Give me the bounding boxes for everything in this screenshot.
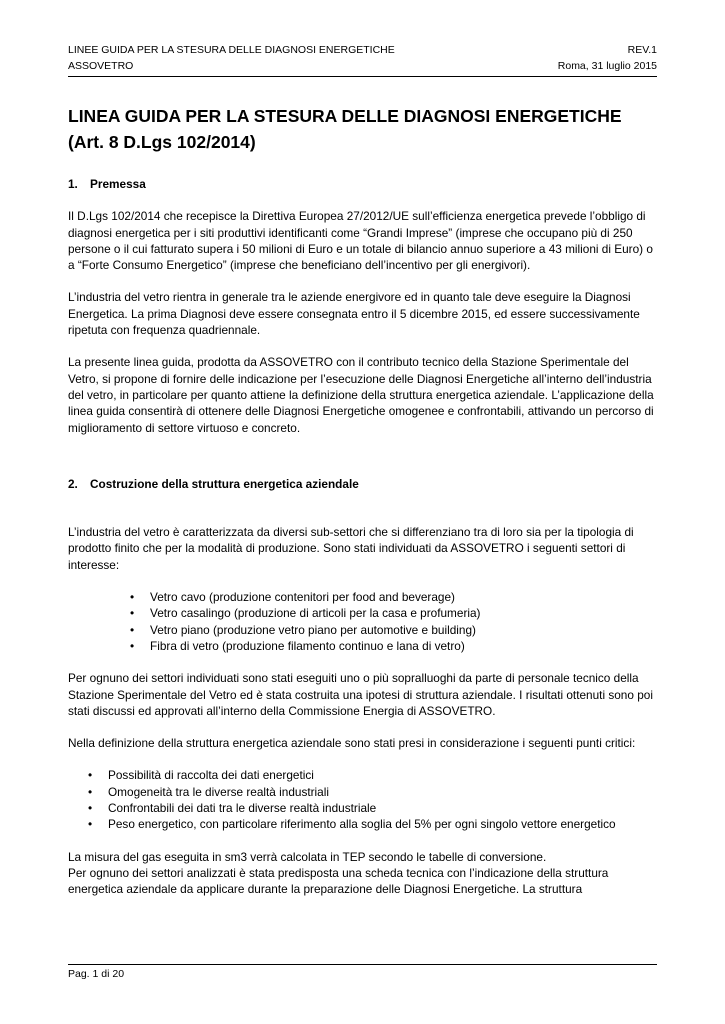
bullet-icon: • — [130, 638, 135, 653]
paragraph: Per ognuno dei settori analizzati è stata predisposta una scheda tecnica con l’indicazione della struttura energetica aziendale da applicare durante la preparazione delle Diagnosi Energetiche. La struttura — [68, 865, 609, 897]
bullet-icon: • — [88, 817, 93, 832]
section-title: Premessa — [90, 177, 146, 191]
header-date: Roma, 31 luglio 2015 — [557, 60, 657, 72]
bullet-icon: • — [130, 606, 135, 621]
bullet-icon: • — [88, 768, 93, 783]
list-item: • Peso energetico, con particolare riferimento alla soglia del 5% per ogni singolo vettore energetico — [88, 817, 616, 832]
header-divider — [68, 76, 657, 77]
header-document-title: LINEE GUIDA PER LA STESURA DELLE DIAGNOSI ENERGETICHE — [68, 44, 395, 56]
list-item: • Vetro piano (produzione vetro piano per automotive e building) — [130, 622, 476, 637]
list-item: • Vetro casalingo (produzione di articoli per la casa e profumeria) — [130, 606, 481, 621]
list-item: • Fibra di vetro (produzione filamento continuo e lana di vetro) — [130, 638, 465, 653]
bullet-icon: • — [88, 801, 93, 816]
section-1-heading — [68, 176, 658, 192]
paragraph: L’industria del vetro rientra in generale tra le aziende energivore ed in quanto tale deve eseguire la Diagnosi Energetica. La prima Diagnosi deve essere consegnata entro il 5 dicembre 2015, ed essere successivamente ripetuta con frequenza quadriennale. — [68, 290, 640, 338]
document-body — [68, 176, 658, 898]
paragraph: La misura del gas eseguita in sm3 verrà calcolata in TEP secondo le tabelle di conversione. — [68, 849, 547, 864]
sector-list — [130, 589, 658, 654]
bullet-icon: • — [130, 622, 135, 637]
paragraph: La presente linea guida, prodotta da ASSOVETRO con il contributo tecnico della Stazione Sperimentale del Vetro, si propone di fornire delle indicazione per l’esecuzione delle Diagnosi Energetiche all’interno dell’industria del vetro, in particolare per quanto attiene la definizione della struttura energetica aziendale. L’applicazione della linea guida consentirà di ottenere delle Diagnosi Energetiche omogenee e confrontabili, attivando un percorso di miglioramento di settore virtuoso e concreto. — [68, 355, 654, 435]
page-number: Pag. 1 di 20 — [68, 968, 125, 980]
list-item: • Confrontabili dei dati tra le diverse realtà industriale — [88, 801, 377, 816]
section-title: Costruzione della struttura energetica aziendale — [90, 476, 359, 491]
header-organization: ASSOVETRO — [68, 60, 134, 72]
paragraph: Nella definizione della struttura energetica aziendale sono stati presi in considerazione i seguenti punti critici: — [68, 736, 636, 751]
page-header — [68, 42, 657, 74]
list-item: • Vetro cavo (produzione contenitori per food and beverage) — [130, 590, 455, 605]
bullet-icon: • — [130, 590, 135, 605]
paragraph: L’industria del vetro è caratterizzata da diversi sub-settori che si differenziano tra di loro sia per la tipologia di prodotto finito che per la modalità di produzione. Sono stati individuati da ASSOVETRO i seguenti settori di interesse: — [68, 525, 634, 572]
document-title: LINEA GUIDA PER LA STESURA DELLE DIAGNOSI ENERGETICHE (Art. 8 D.Lgs 102/2014) — [68, 106, 622, 152]
paragraph: Per ognuno dei settori individuati sono stati eseguiti uno o più sopralluoghi da parte di personale tecnico della Stazione Sperimentale del Vetro ed è stata costruita una ipotesi di struttura aziendale. I risultati ottenuti sono poi stati discussi ed approvati all’interno della Commissione Energia di ASSOVETRO. — [68, 671, 653, 718]
list-item: • Possibilità di raccolta dei dati energetici — [88, 768, 314, 783]
section-number: 1. — [68, 177, 78, 191]
list-item: • Omogeneità tra le diverse realtà industriali — [88, 784, 329, 799]
bullet-icon: • — [88, 784, 93, 799]
paragraph: Il D.Lgs 102/2014 che recepisce la Direttiva Europea 27/2012/UE sull’efficienza energetica prevede l’obbligo di diagnosi energetica per i siti produttivi identificanti come “Grandi Imprese” (imprese che occupano più di 250 persone o il cui fatturato supera i 50 milioni di Euro e un totale di bilancio annuo superiore a 43 milioni di Euro) o a “Forte Consumo Energetico” (imprese che beneficiano dell’incentivo per gli energivori). — [68, 209, 653, 273]
footer-divider — [68, 964, 657, 965]
header-revision: REV.1 — [627, 44, 657, 56]
section-2-heading — [68, 476, 658, 492]
section-number: 2. — [68, 476, 78, 491]
critical-points-list — [88, 767, 658, 832]
